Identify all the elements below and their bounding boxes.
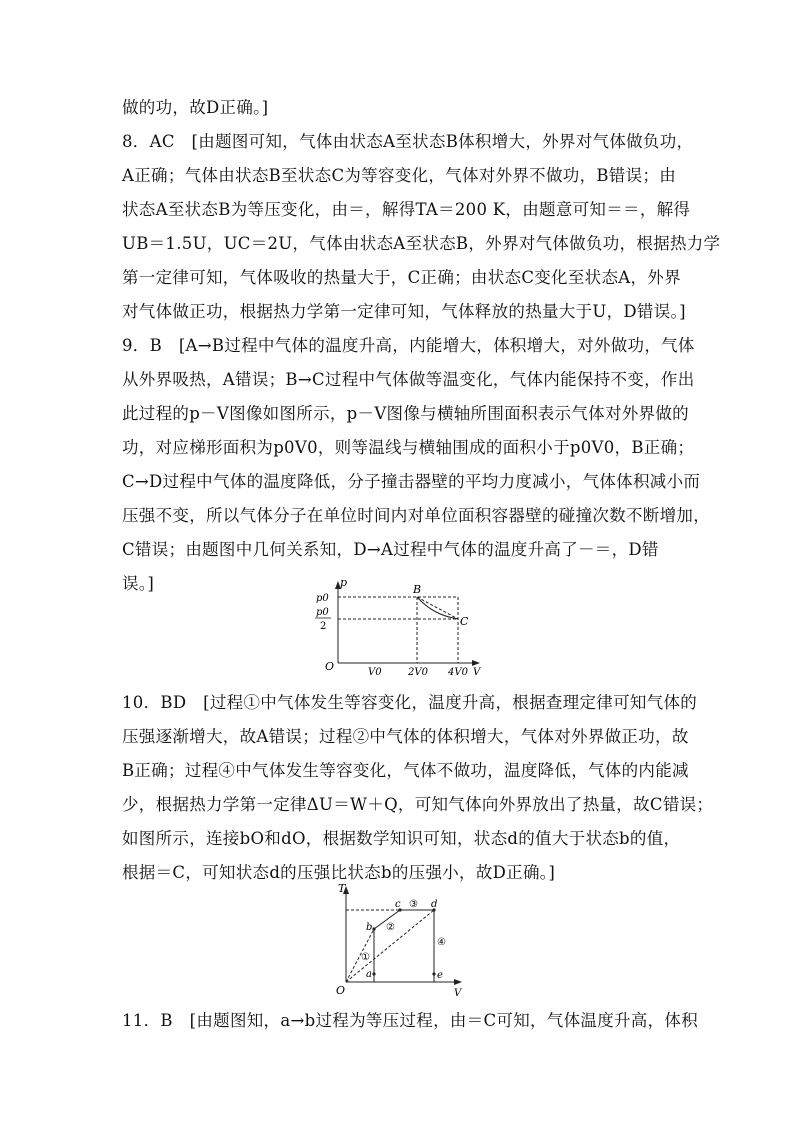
- text-line: C错误；由题图中几何关系知，D→A过程中气体的温度升高了－＝，D错: [122, 540, 659, 559]
- p-axis-label: p: [340, 576, 348, 589]
- v-axis-arrow: [454, 979, 462, 985]
- text-line: 对气体做正功，根据热力学第一定律可知，气体释放的热量大于U，D错误。]: [122, 302, 686, 321]
- origin-label: O: [336, 984, 346, 997]
- text-line: 状态A至状态B为等压变化，由＝，解得TA＝200 K，由题意可知＝＝，解得: [122, 200, 691, 219]
- p0-half-numerator: p0: [316, 607, 329, 618]
- point-a-label: a: [366, 969, 372, 980]
- text-line: 少，根据热力学第一定律ΔU＝W＋Q，可知气体向外界放出了热量，故C错误；: [122, 795, 714, 814]
- point-b: [372, 927, 375, 930]
- origin-label: O: [325, 660, 335, 673]
- point-d-label: d: [431, 899, 438, 910]
- state-points: [372, 908, 435, 975]
- bc-chord: [417, 597, 458, 619]
- 4v0-tick-label: 4V0: [448, 667, 468, 678]
- v-axis-label: V: [473, 667, 481, 678]
- process-3-number: ③: [409, 899, 418, 910]
- text-line: 第一定律可知，气体吸收的热量大于，C正确；由状态C变化至状态A，外界: [122, 268, 681, 287]
- process-1-number: ①: [361, 952, 370, 963]
- text-line: 9．B [A→B过程中气体的温度升高，内能增大，体积增大，对外做功，气体: [122, 336, 695, 355]
- point-c-label: c: [395, 899, 401, 910]
- text-line: 压强逐渐增大，故A错误；过程②中气体的体积增大，气体对外界做正功，故: [122, 727, 689, 746]
- text-line: 功，对应梯形面积为p0V0，则等温线与横轴围成的面积小于p0V0，B正确；: [122, 438, 695, 457]
- text-line: 从外界吸热，A错误；B→C过程中气体做等温变化，气体内能保持不变，作出: [122, 370, 695, 389]
- text-line: A正确；气体由状态B至状态C为等容变化，气体对外界不做功，B错误；由: [122, 166, 676, 185]
- tv-graph-figure: [330, 882, 470, 1000]
- text-line: 此过程的p－V图像如图所示，p－V图像与横轴所围面积表示气体对外界做的: [122, 404, 689, 423]
- process-2-number: ②: [386, 922, 395, 933]
- point-e-label: e: [437, 970, 443, 981]
- text-line: 根据＝C，可知状态d的压强比状态b的压强小，故D正确。]: [122, 863, 556, 882]
- point-b-label: b: [366, 922, 373, 933]
- p0-label: p0: [316, 593, 329, 604]
- v-axis-arrow: [472, 660, 480, 666]
- v0-tick-label: V0: [368, 667, 382, 678]
- text-line: UB＝1.5U，UC＝2U，气体由状态A至状态B，外界对气体做负功，根据热力学: [122, 234, 721, 253]
- od-line: [346, 910, 434, 982]
- point-c-label: C: [460, 615, 469, 628]
- process-4-number: ④: [437, 937, 446, 948]
- text-line: 压强不变，所以气体分子在单位时间内对单位面积容器壁的碰撞次数不断增加，: [122, 506, 710, 525]
- text-line: B正确；过程④中气体发生等容变化，气体不做功，温度降低，气体的内能减: [122, 761, 689, 780]
- text-line: 8．AC [由题图可知，气体由状态A至状态B体积增大，外界对气体做负功，: [122, 132, 694, 151]
- text-line: 11．B [由题图知，a→b过程为等压过程，由＝C可知，气体温度升高，体积: [122, 1011, 699, 1030]
- text-line: 如图所示，连接bO和dO，根据数学知识可知，状态d的值大于状态b的值，: [122, 829, 681, 848]
- text-line: C→D过程中气体的温度降低，分子撞击器壁的平均力度减小，气体体积减小而: [122, 472, 701, 491]
- v-axis-label: V: [454, 988, 462, 999]
- 2v0-tick-label: 2V0: [408, 667, 428, 678]
- text-line: 做的功，故D正确。]: [122, 98, 269, 117]
- point-a: [372, 972, 375, 975]
- point-b-label: B: [413, 583, 422, 596]
- p0-half-denominator: 2: [320, 621, 327, 632]
- t-axis-label: T: [338, 882, 346, 895]
- point-e: [432, 972, 435, 975]
- text-line: 误。]: [122, 574, 155, 593]
- text-line: 10．BD [过程①中气体发生等容变化，温度升高，根据查理定律可知气体的: [122, 693, 698, 712]
- pv-graph-figure: [300, 575, 500, 680]
